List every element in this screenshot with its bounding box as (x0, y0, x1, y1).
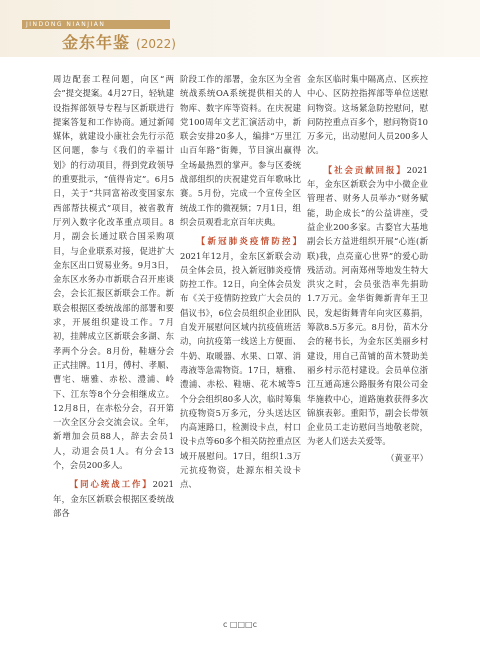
column-1 (53, 72, 174, 520)
section-heading: 【新冠肺炎疫情防控】 (196, 236, 301, 247)
page-header (0, 0, 480, 58)
section-social (307, 163, 428, 449)
section-text: 2021年12月，金东区新联会动员全体会员，投入新冠肺炎疫情防控工作。12日，向全体会员发布《关于疫情防控致广大会员的倡议书》，6位会员组织企业团队自发开展慰问区域内抗疫值班活动，向抗疫第一线送上方便面、牛奶、取暖器、水果、口罩、消毒液等急需物资。17日，塘雅、澧浦、赤松、鞋塘、花木城等5个分会组织80多人次，临时筹集抗疫物资5万多元，分头送达区内高速路口，检测设卡点，村口设卡点等60多个相关防控重点区域开展慰问。17日，组织1.3万元抗疫物资，赴源东相关设卡点、 (180, 250, 301, 490)
section-text: 2021年，金东区新联会为中小微企业管理者、财务人员举办“财务赋能，助企成长”的公益讲座，受益企业200多家。古婺官大基地副会长方益进组织开展“心连(新联)我，点亮童心世界”的爱心助残活动。河南郑州等地发生特大洪灾之时，会员张浩率先捐助1.7万元。金华街舞新青年王卫民，发起街舞青年向灾区募捐，筹款8.5万多元。8月份，苗木分会的秘书长，为金东区美丽乡村建设，用自己苗铺的苗木赞助美丽乡村示范村建设。会员单位浙江互通高速公路服务有限公司金华施救中心，道路施救获得多次锦旗表彰。重阳节，副会长带领企业员工走访慰问当地敬老院，为老人们送去关爱等。 (307, 164, 428, 447)
page-number: c □□□c (222, 620, 257, 629)
column-3-text: 金东区临时集中隔离点、区疾控中心、区防控指挥部等单位送慰问物资。这场紧急防控慰问，慰问防控重点百多个，慰问物资10万多元，出动慰问人员200多人次。 (307, 74, 428, 156)
yearbook-name: 金东年鉴 (62, 33, 131, 52)
section-heading: 【同心统战工作】 (69, 479, 153, 490)
column-3 (307, 72, 428, 465)
column-2 (180, 72, 301, 492)
section-heading: 【社会贡献回报】 (323, 164, 407, 175)
column-2-text: 阶段工作的部署，金东区为全省统战系统OA系统提供相关的人物库、数字库等资料。在庆祝建党100周年文艺汇演活动中，新联会安排20多人，编排“万里江山百年路”街舞，节目演出赢得全场最热烈的掌声。参与区委统战部组织的庆祝建党百年歌咏比赛。5月份，完成一个宣传全区统战工作的微视频；7月1日，组织会员观看北京百年庆典。 (180, 74, 301, 227)
author: （黄亚平） (386, 452, 428, 463)
yearbook-title (62, 30, 176, 53)
section-text: 2021年，金东区新联会根据区委统战部各 (53, 479, 174, 518)
yearbook-year: (2022) (136, 37, 176, 51)
section-epidemic (180, 234, 301, 491)
column-1-text: 周边配套工程问题，向区“两会”提交提案。4月27日，轻轨建设指挥部领导专程与区新联进行提案答复和工作协商。通过新闻媒体，就建设小康社会先行示范区问题，参与《我们的幸福计划》的行动项目，得到党政领导的重要批示，“值得肯定”。6月5日，关于“共同富裕改变国家东西部帮扶模式”项目，被省教育厅列入数字化改革重点项目。8月，副会长通过联合国采购项目，与企业联系对接，促进扩大金东区出口贸易业务。9月3日，金东区水务办市新联合召开座谈会，会长汇报区新联会工作。新联会根据区委统战部的部署和要求，开展组织建设工作。7月初，挂牌成立区新联会多湖、东孝两个分会。8月份，鞋塘分会正式挂牌。11月，傅村、孝顺、曹宅、塘雅、赤松、澧浦、岭下、江东等8个分会相继成立。12月8日，在赤松分会，召开第一次全区分会交流会议。全年，新增加会员88人，辞去会员1人，动退会员1人。有分会13个，会员200多人。 (53, 74, 174, 471)
section-tongxin (53, 477, 174, 520)
yearbook-pinyin: JINDONG NIANJIAN (22, 20, 170, 29)
